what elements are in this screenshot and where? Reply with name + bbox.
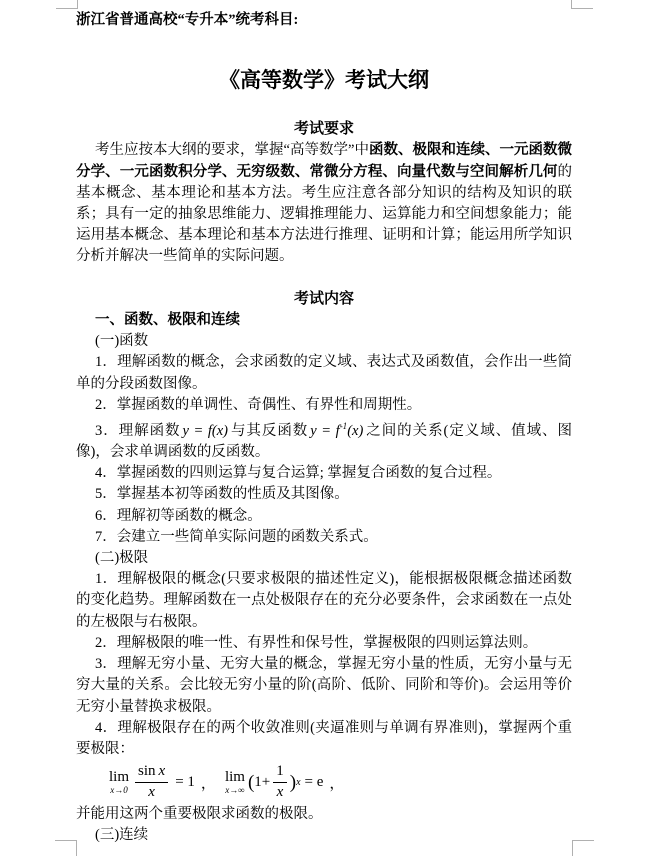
- exponent-x: x: [296, 776, 301, 788]
- function-item-5: 5．掌握基本初等函数的性质及其图像。: [95, 486, 349, 503]
- doc-header: 浙江省普通高校“专升本”统考科目:: [76, 12, 299, 28]
- subsection-limit-label: (二)极限: [95, 550, 149, 567]
- after-formula-text: 并能用这两个重要极限求函数的极限。: [76, 806, 323, 823]
- important-limits-formula: [76, 760, 572, 804]
- text-boundary-mark-top-right: [571, 0, 593, 9]
- text-boundary-mark-bottom-right: [572, 840, 594, 856]
- sin-function: sin: [138, 763, 156, 780]
- inverse-function-base: y = f: [310, 422, 340, 439]
- function-item-3: [76, 416, 572, 463]
- function-item-6: 6．理解初等函数的概念。: [95, 507, 262, 524]
- fraction-one-over-x: $\frac{1}{x}$: [273, 763, 287, 801]
- function-item-4: 4．掌握函数的四则运算与复合运算; 掌握复合函数的复合过程。: [95, 465, 502, 482]
- content-heading: 考试内容: [293, 290, 354, 307]
- doc-title: 《高等数学》考试大纲: [219, 68, 429, 93]
- formula-end-comma: ，: [329, 775, 345, 792]
- limit-item-1: 1．理解极限的概念(只要求极限的描述性定义)，能根据极限概念描述函数的变化趋势。理解函数在一点处极限存在的充分必要条件，会求函数在一点处的左极限与右极限。: [76, 571, 572, 630]
- subsection-function-label: (一)函数: [95, 333, 149, 350]
- inverse-function-exponent: -1: [339, 421, 348, 432]
- fraction-sinx-over-x: $\frac{\text{sin x}}{x}$: [135, 763, 168, 801]
- requirements-heading: 考试要求: [293, 121, 354, 138]
- open-paren: (: [247, 771, 255, 793]
- inline-math-function: y = f(x): [182, 422, 229, 439]
- function-item-3-post: 之间的关系(定义域、值域、图像)，会求单调函数的反函数。: [76, 422, 573, 461]
- close-paren: ): [289, 771, 297, 793]
- requirements-text-rest: 的基本概念、基本理论和基本方法。考生应注意各部分知识的结构及知识的联系；具有一定的抽象思维能力、逻辑推理能力、运算能力和空间想象能力；能运用基本概念、基本理论和基本方法进行推理、证明和计算；能运用所学知识分析并解决一些简单的实际问题。: [76, 163, 572, 265]
- document-page: [76, 10, 572, 847]
- subsection-continuity-label: (三)连续: [95, 827, 149, 844]
- text-boundary-mark-top-left: [56, 0, 78, 9]
- function-item-2: 2．掌握函数的单调性、奇偶性、有界性和周期性。: [95, 396, 422, 413]
- function-item-1: 1．理解函数的概念，会求函数的定义域、表达式及函数值，会作出一些简单的分段函数图像。: [76, 354, 572, 392]
- chapter-1-heading: 一、函数、极限和连续: [95, 312, 240, 329]
- limit-item-4: 4．理解极限存在的两个收敛准则(夹逼准则与单调有界准则)，掌握两个重要极限：: [76, 719, 572, 757]
- function-item-3-pre: 3．理解函数: [95, 422, 181, 439]
- requirements-text-bold: 函数、极限和连续、一元函数微分学、一元函数积分学、无穷级数、常微分方程、向量代数与空间解析几何: [76, 142, 573, 180]
- limit-item-2: 2．理解极限的唯一性、有界性和保号性，掌握极限的四则运算法则。: [95, 634, 538, 651]
- requirements-paragraph: [76, 140, 572, 267]
- one-plus: 1+: [254, 773, 271, 790]
- requirements-text-lead: 考生应按本大纲的要求，掌握“高等数学”中: [95, 142, 369, 159]
- formula-separator: ，: [200, 775, 216, 792]
- inline-math-inverse-function: [308, 423, 365, 439]
- function-item-7: 7．会建立一些简单实际问题的函数关系式。: [95, 528, 378, 545]
- text-boundary-mark-bottom-left: [55, 840, 77, 856]
- equals-one: = 1: [175, 773, 195, 790]
- inverse-function-argument: (x): [347, 422, 364, 439]
- function-item-3-mid: 与其反函数: [230, 422, 309, 439]
- limit-item-3: 3．理解无穷小量、无穷大量的概念，掌握无穷小量的性质，无穷小量与无穷大量的关系。会比较无穷小量的阶(高阶、低阶、同阶和等价)。会运用等价无穷小量替换求极限。: [76, 656, 572, 715]
- equals-e: = e: [304, 773, 324, 790]
- limit-operator-1: lim x→0: [109, 768, 130, 795]
- limit-operator-2: lim x→∞: [224, 768, 245, 795]
